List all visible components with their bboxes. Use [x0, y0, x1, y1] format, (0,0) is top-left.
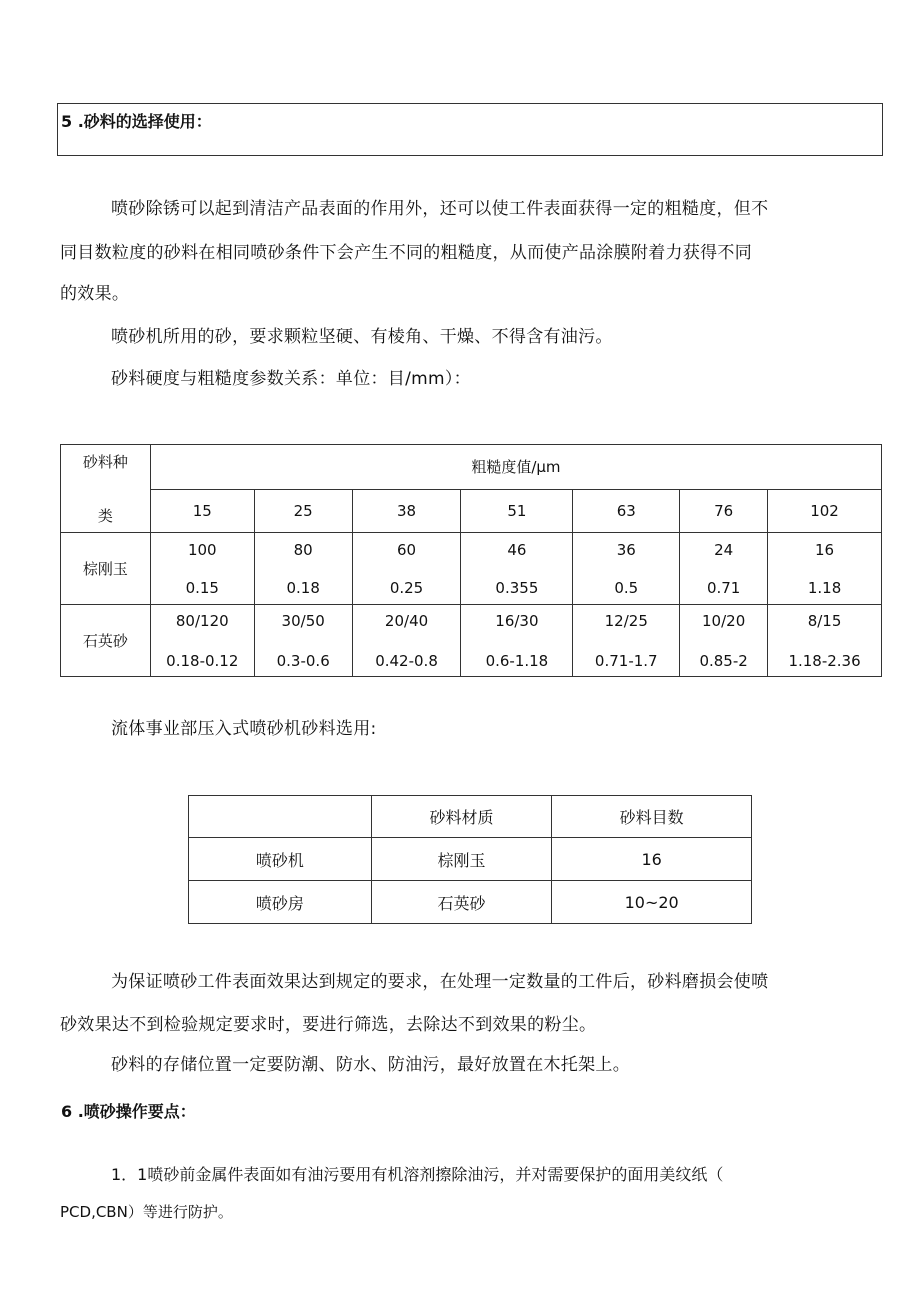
paragraph-4: 流体事业部压入式喷砂机砂料选用: [111, 719, 377, 739]
table2-cell: 棕刚玉 [371, 838, 552, 881]
mm-value: 0.71-1.7 [594, 651, 658, 670]
paragraph-5-line-2: 砂效果达不到检验规定要求时，要进行筛选，去除达不到效果的粉尘。 [60, 1015, 597, 1035]
paragraph-2: 喷砂机所用的砂，要求颗粒坚硬、有棱角、干燥、不得含有油污。 [111, 327, 613, 347]
table-cell [254, 533, 352, 605]
section-6-heading: 6 .喷砂操作要点： [61, 1102, 196, 1121]
mm-value: 0.15 [185, 578, 219, 597]
mm-value: 0.18 [286, 578, 320, 597]
paragraph-5-line-1: 为保证喷砂工件表面效果达到规定的要求，在处理一定数量的工件后，砂料磨损会使喷 [111, 972, 769, 992]
paragraph-1-line-3: 的效果。 [60, 284, 130, 304]
mesh-value: 80/120 [175, 611, 229, 630]
table2-cell: 16 [552, 838, 752, 881]
roughness-value: 63 [573, 489, 680, 532]
mm-value: 0.5 [614, 578, 639, 597]
mm-value: 0.3-0.6 [276, 651, 330, 670]
table-cell [680, 605, 768, 677]
table-cell [573, 605, 680, 677]
paragraph-7-line-2: PCD,CBN）等进行防护。 [60, 1203, 233, 1221]
mesh-value: 36 [616, 540, 636, 559]
mesh-value: 46 [507, 540, 527, 559]
paragraph-3: 砂料硬度与粗糙度参数关系：单位：目/mm）： [111, 369, 471, 389]
table-cell [352, 605, 461, 677]
table2-header-material: 砂料材质 [371, 796, 552, 838]
table2-cell: 石英砂 [371, 881, 552, 924]
corner-line-2: 类 [97, 507, 113, 525]
mm-value: 0.85-2 [699, 651, 748, 670]
material-cell: 石英砂 [61, 605, 151, 677]
table-cell [254, 605, 352, 677]
roughness-value: 25 [254, 489, 352, 532]
table-cell [461, 605, 573, 677]
mm-value: 0.71 [706, 578, 741, 597]
mesh-value: 60 [396, 540, 417, 559]
roughness-value: 15 [150, 489, 254, 532]
table-cell [461, 533, 573, 605]
mesh-value: 24 [714, 540, 734, 559]
roughness-header: 粗糙度值/μm [150, 445, 881, 490]
table2-cell: 喷砂房 [189, 881, 372, 924]
mesh-value: 80 [293, 540, 313, 559]
mesh-value: 10/20 [702, 611, 746, 630]
section-5-heading: 5 .砂料的选择使用： [61, 112, 212, 131]
mesh-value: 100 [187, 540, 217, 559]
table2-cell: 10~20 [552, 881, 752, 924]
mesh-value: 20/40 [384, 611, 429, 630]
roughness-value: 76 [680, 489, 768, 532]
table-cell [150, 605, 254, 677]
mm-value: 0.355 [495, 578, 539, 597]
table-cell [352, 533, 461, 605]
mesh-value: 16/30 [495, 611, 539, 630]
table2-header-mesh: 砂料目数 [552, 796, 752, 838]
paragraph-1-line-1: 喷砂除锈可以起到清洁产品表面的作用外，还可以使工件表面获得一定的粗糙度，但不 [111, 199, 769, 219]
table-cell [768, 533, 882, 605]
mesh-value: 16 [815, 540, 835, 559]
table-corner-cell [61, 445, 151, 533]
mm-value: 0.25 [389, 578, 424, 597]
mm-value: 1.18-2.36 [788, 651, 861, 670]
paragraph-7-line-1: 1．1喷砂前金属件表面如有油污要用有机溶剂擦除油污，并对需要保护的面用美纹纸（ [111, 1165, 724, 1184]
paragraph-1-line-2: 同目数粒度的砂料在相同喷砂条件下会产生不同的粗糙度，从而使产品涂膜附着力获得不同 [60, 243, 752, 263]
material-cell: 棕刚玉 [61, 533, 151, 605]
mm-value: 1.18 [807, 578, 842, 597]
mesh-value: 30/50 [281, 611, 325, 630]
mesh-value: 8/15 [807, 611, 842, 630]
table-cell [150, 533, 254, 605]
table2-header-empty [189, 796, 372, 838]
table-cell [680, 533, 768, 605]
mesh-value: 12/25 [604, 611, 648, 630]
mm-value: 0.6-1.18 [485, 651, 549, 670]
roughness-table [60, 444, 882, 677]
paragraph-6: 砂料的存储位置一定要防潮、防水、防油污，最好放置在木托架上。 [111, 1055, 630, 1075]
table-cell [768, 605, 882, 677]
table2-cell: 喷砂机 [189, 838, 372, 881]
roughness-value: 51 [461, 489, 573, 532]
mm-value: 0.42-0.8 [375, 651, 438, 670]
mm-value: 0.18-0.12 [166, 651, 239, 670]
table-cell [573, 533, 680, 605]
roughness-value: 102 [768, 489, 882, 532]
sand-selection-table [188, 795, 752, 924]
roughness-value: 38 [352, 489, 461, 532]
corner-line-1: 砂料种 [82, 453, 128, 471]
